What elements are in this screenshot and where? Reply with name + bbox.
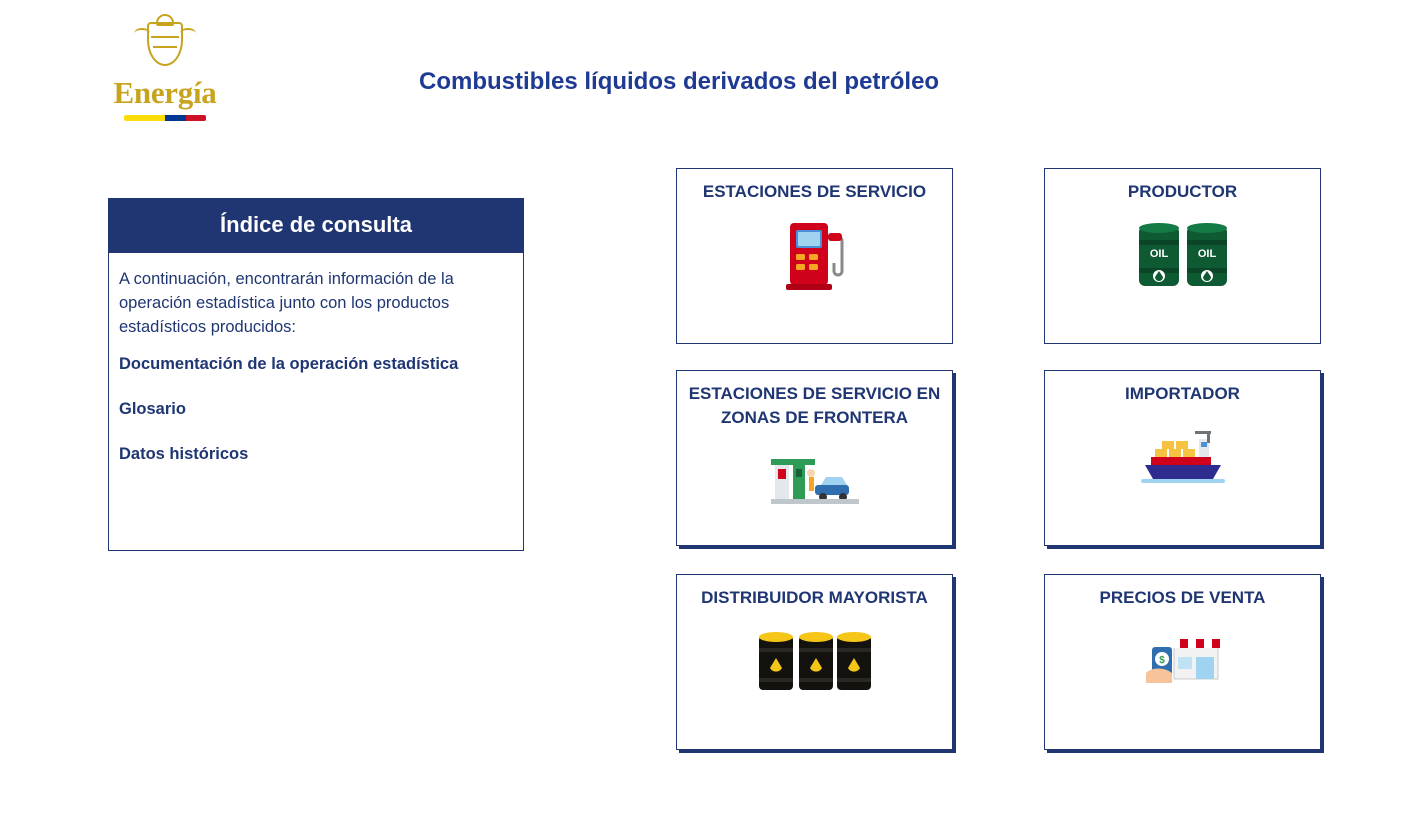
card-precios-de-venta[interactable] <box>1044 574 1321 750</box>
cargo-ship-icon <box>1045 408 1320 504</box>
oil-barrels-green-icon <box>1045 206 1320 302</box>
svg-text:OIL: OIL <box>1149 248 1168 260</box>
fuel-pump-icon <box>677 206 952 302</box>
card-estaciones-de-servicio[interactable] <box>676 168 953 344</box>
brand-logo <box>100 14 230 121</box>
card-title: ESTACIONES DE SERVICIO <box>702 182 927 201</box>
card-title: ESTACIONES DE SERVICIO EN ZONAS DE FRONTERA <box>688 384 941 427</box>
card-estaciones-de-servicio-zonas-de-frontera[interactable] <box>676 370 953 546</box>
colombia-flag-icon <box>124 115 206 121</box>
card-importador[interactable] <box>1044 370 1321 546</box>
svg-text:OIL: OIL <box>1197 248 1216 260</box>
svg-text:$: $ <box>1158 655 1165 666</box>
index-link-glosario[interactable]: Glosario <box>119 400 186 418</box>
index-intro-text: A continuación, encontrarán información de la operación estadística junto con los productos estadísticos producidos: <box>119 270 454 336</box>
card-productor[interactable] <box>1044 168 1321 344</box>
card-title: IMPORTADOR <box>1125 384 1240 403</box>
index-panel <box>108 198 524 551</box>
card-distribuidor-mayorista[interactable] <box>676 574 953 750</box>
index-panel-title: Índice de consulta <box>108 198 524 253</box>
gas-station-with-car-icon <box>677 432 952 528</box>
card-title: PRECIOS DE VENTA <box>1099 588 1266 607</box>
page-title: Combustibles líquidos derivados del petróleo <box>419 68 940 95</box>
oil-drums-black-icon <box>677 612 952 708</box>
index-panel-body <box>108 253 524 551</box>
card-title: DISTRIBUIDOR MAYORISTA <box>701 588 928 607</box>
brand-wordmark: Energía <box>113 75 217 110</box>
store-price-tag-icon <box>1045 612 1320 708</box>
colombia-coat-of-arms-icon <box>137 14 193 76</box>
index-link-datos-historicos[interactable]: Datos históricos <box>119 445 249 463</box>
index-link-documentacion[interactable]: Documentación de la operación estadística <box>119 355 459 373</box>
card-title: PRODUCTOR <box>1127 182 1238 201</box>
